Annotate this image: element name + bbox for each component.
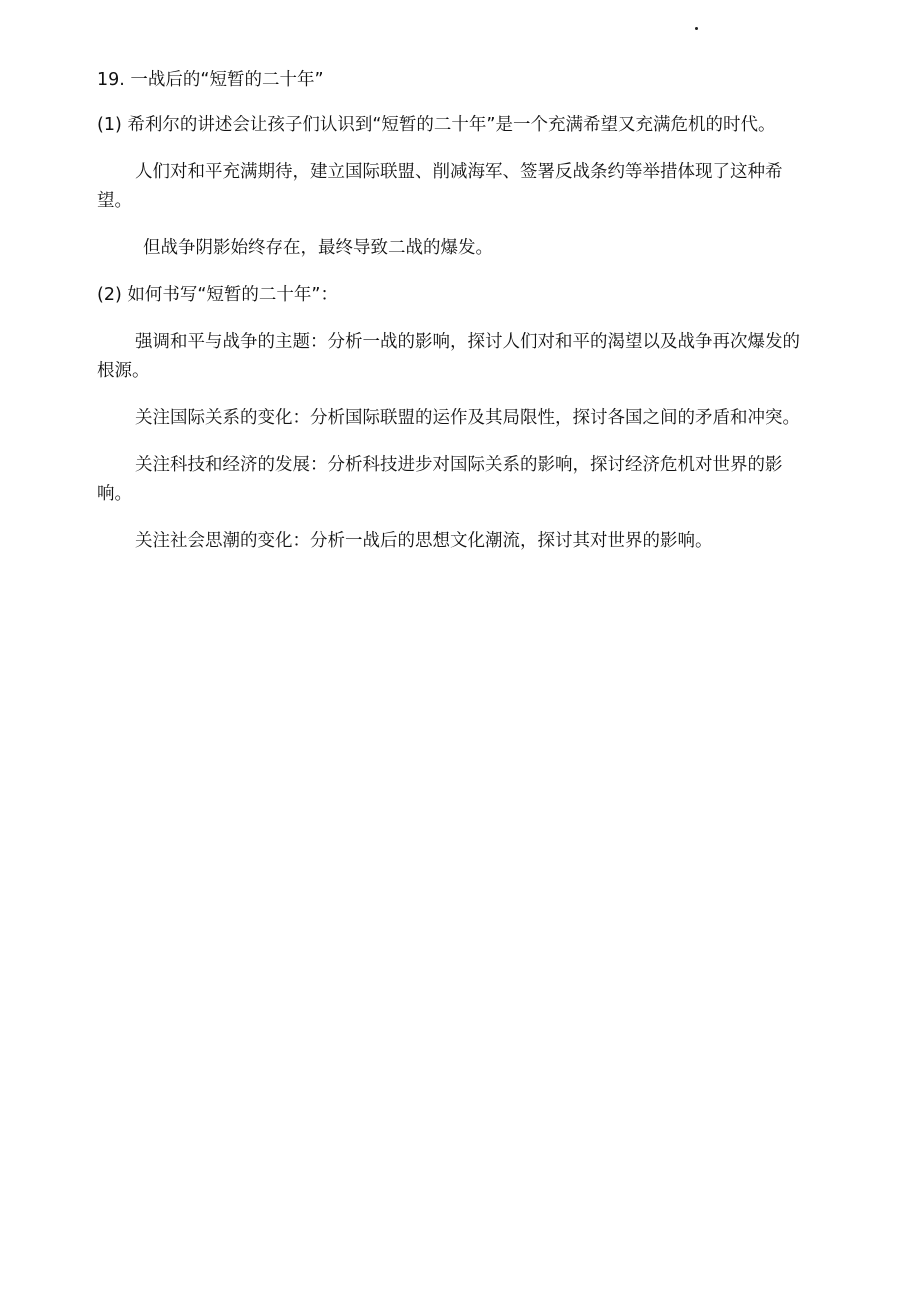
q1-paragraph-1: 人们对和平充满期待，建立国际联盟、削减海军、签署反战条约等举措体现了这种希望。 [97,162,783,211]
document-body [97,66,812,574]
stray-dot-mark [695,27,698,30]
q2-paragraph-2: 关注国际关系的变化：分析国际联盟的运作及其局限性，探讨各国之间的矛盾和冲突。 [135,408,800,428]
q2-paragraph-1: 强调和平与战争的主题：分析一战的影响，探讨人们对和平的渴望以及战争再次爆发的根源。 [97,332,800,381]
q2-label: (2) 如何书写“短暂的二十年”： [97,285,338,305]
question-title: 19. 一战后的“短暂的二十年” [97,70,324,90]
q1-paragraph-2: 但战争阴影始终存在，最终导致二战的爆发。 [143,238,493,258]
q2-paragraph-4: 关注社会思潮的变化：分析一战后的思想文化潮流，探讨其对世界的影响。 [135,531,713,551]
q1-label: (1) 希利尔的讲述会让孩子们认识到“短暂的二十年”是一个充满希望又充满危机的时代。 [97,115,776,135]
q2-paragraph-3: 关注科技和经济的发展：分析科技进步对国际关系的影响，探讨经济危机对世界的影响。 [97,455,783,504]
